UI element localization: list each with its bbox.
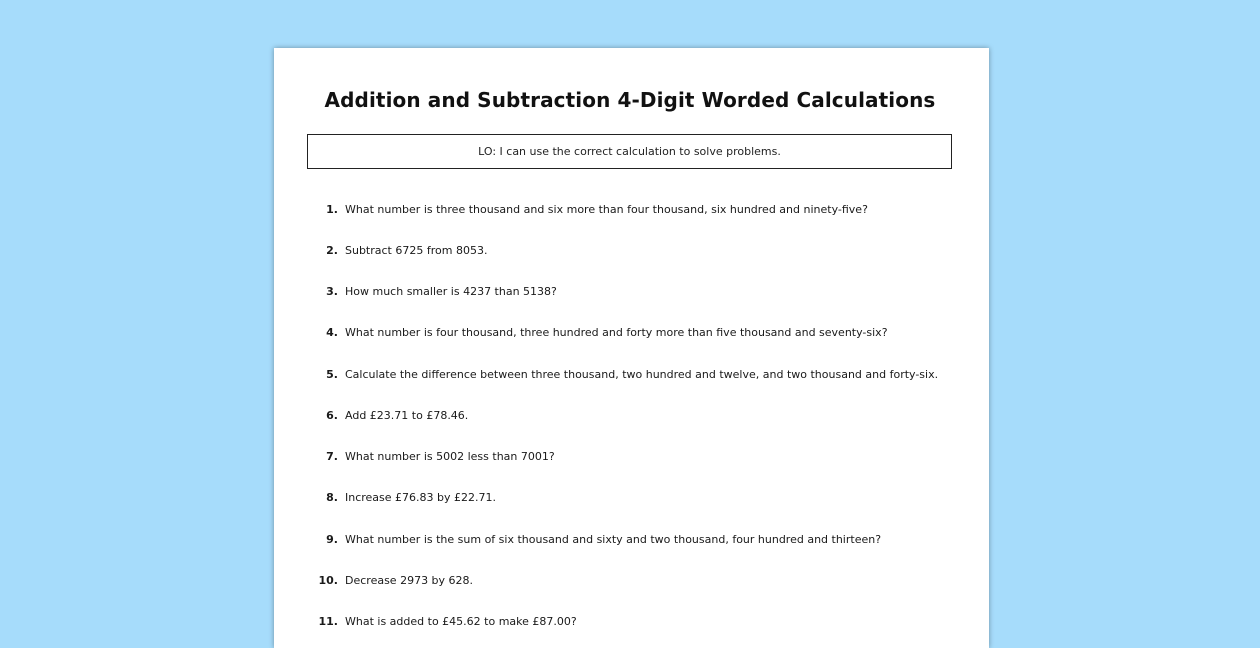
question-number: 9.: [326, 532, 338, 546]
question-number: 10.: [318, 573, 338, 587]
question-number: 3.: [326, 284, 338, 298]
question-number: 2.: [326, 243, 338, 257]
question-text: What number is the sum of six thousand and sixty and two thousand, four hundred and thirteen?: [345, 532, 882, 546]
question-item: [314, 488, 496, 506]
question-number: 7.: [326, 449, 338, 463]
question-item: [314, 406, 468, 424]
question-item: [314, 282, 557, 300]
question-number: 1.: [326, 202, 338, 216]
question-number: 11.: [318, 614, 338, 628]
learning-objective-box: [307, 134, 952, 169]
question-number: 8.: [326, 490, 338, 504]
question-item: [314, 323, 888, 341]
question-item: [314, 200, 868, 218]
question-text: Subtract 6725 from 8053.: [345, 243, 488, 257]
learning-objective-text: LO: I can use the correct calculation to solve problems.: [478, 145, 781, 158]
question-number: 5.: [326, 367, 338, 381]
question-item: [314, 241, 487, 259]
question-text: What number is 5002 less than 7001?: [345, 449, 555, 463]
question-item: [314, 365, 938, 383]
question-item: [314, 612, 577, 630]
question-text: Add £23.71 to £78.46.: [345, 408, 469, 422]
question-item: [314, 530, 881, 548]
question-item: [314, 571, 473, 589]
question-text: What number is three thousand and six more than four thousand, six hundred and ninety-five?: [345, 202, 868, 216]
question-text: What number is four thousand, three hundred and forty more than five thousand and seventy-six?: [345, 325, 888, 339]
question-text: How much smaller is 4237 than 5138?: [345, 284, 557, 298]
question-text: What is added to £45.62 to make £87.00?: [345, 614, 577, 628]
question-number: 6.: [326, 408, 338, 422]
question-text: Increase £76.83 by £22.71.: [345, 490, 497, 504]
question-number: 4.: [326, 325, 338, 339]
worksheet-title: Addition and Subtraction 4-Digit Worded Calculations: [324, 88, 936, 112]
question-item: [314, 447, 555, 465]
question-text: Calculate the difference between three thousand, two hundred and twelve, and two thousand and forty-six.: [345, 367, 939, 381]
question-text: Decrease 2973 by 628.: [345, 573, 474, 587]
